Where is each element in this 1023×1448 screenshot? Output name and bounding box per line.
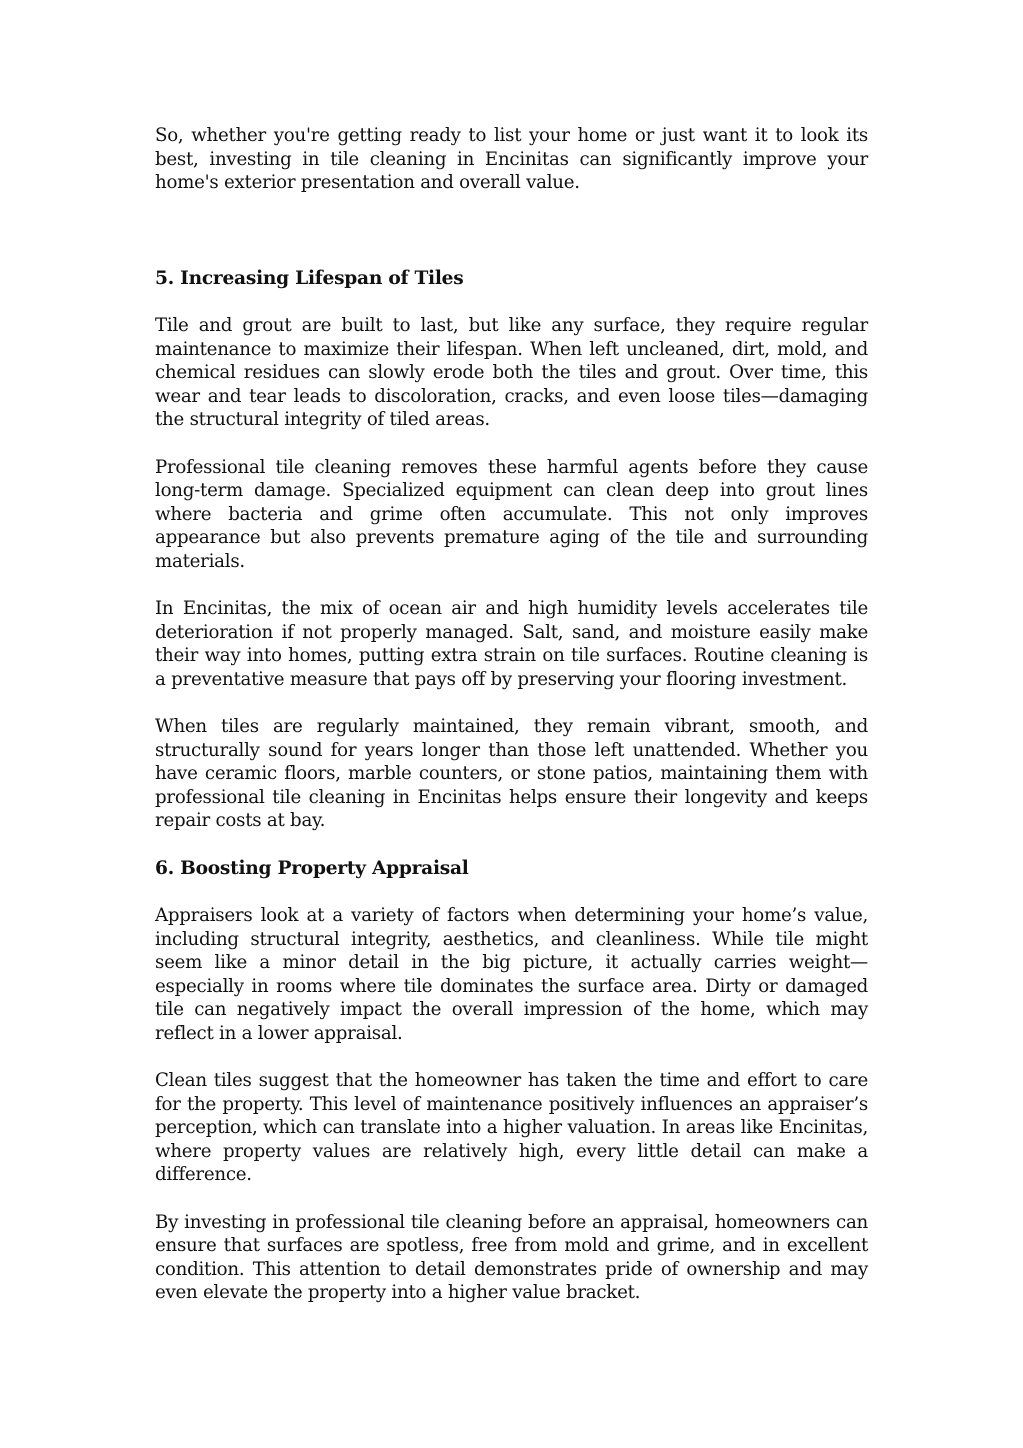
spacer (155, 290, 868, 314)
document-page (155, 124, 868, 1305)
spacer (155, 195, 868, 267)
spacer (155, 833, 868, 857)
spacer (155, 573, 868, 597)
section-5-paragraph-3: In Encinitas, the mix of ocean air and high humidity levels accelerates tile deterioration if not properly managed. Salt, sand, and moisture easily make their way into homes, putting extra strain on tile surfaces. Routine cleaning is a preventative measure that pays off by preserving your flooring investment. (155, 598, 868, 690)
section-6-paragraph-1: Appraisers look at a variety of factors when determining your home’s value, including structural integrity, aesthetics, and cleanliness. While tile might seem like a minor detail in the big picture, it actually carries weight—especially in rooms where tile dominates the surface area. Dirty or damaged tile can negatively impact the overall impression of the home, which may reflect in a lower appraisal. (155, 905, 868, 1044)
section-5-paragraph-1: Tile and grout are built to last, but like any surface, they require regular maintenance to maximize their lifespan. When left uncleaned, dirt, mold, and chemical residues can slowly erode both the tiles and grout. Over time, this wear and tear leads to discoloration, cracks, and even loose tiles—damaging the structural integrity of tiled areas. (155, 315, 868, 430)
intro-paragraph: So, whether you're getting ready to list your home or just want it to look its best, investing in tile cleaning in Encinitas can significantly improve your home's exterior presentation and overall value. (155, 125, 868, 193)
section-6-heading: 6. Boosting Property Appraisal (155, 857, 469, 879)
section-6-paragraph-3: By investing in professional tile cleaning before an appraisal, homeowners can ensure that surfaces are spotless, free from mold and grime, and in excellent condition. This attention to detail demonstrates pride of ownership and may even elevate the property into a higher value bracket. (155, 1211, 868, 1303)
section-5-heading: 5. Increasing Lifespan of Tiles (155, 267, 464, 289)
spacer (155, 432, 868, 456)
section-5-paragraph-4: When tiles are regularly maintained, they remain vibrant, smooth, and structurally sound for years longer than those left unattended. Whether you have ceramic floors, marble counters, or stone patios, maintaining them with professional tile cleaning in Encinitas helps ensure their longevity and keeps repair costs at bay. (155, 716, 868, 831)
section-6-paragraph-2: Clean tiles suggest that the homeowner has taken the time and effort to care for the property. This level of maintenance positively influences an appraiser’s perception, which can translate into a higher valuation. In areas like Encinitas, where property values are relatively high, every little detail can make a difference. (155, 1070, 868, 1185)
section-5-paragraph-2: Professional tile cleaning removes these harmful agents before they cause long-term damage. Specialized equipment can clean deep into grout lines where bacteria and grime often accumulate. This not only improves appearance but also prevents premature aging of the tile and surrounding materials. (155, 456, 868, 572)
spacer (155, 1187, 868, 1211)
spacer (155, 1045, 868, 1069)
spacer (155, 691, 868, 715)
spacer (155, 880, 868, 904)
